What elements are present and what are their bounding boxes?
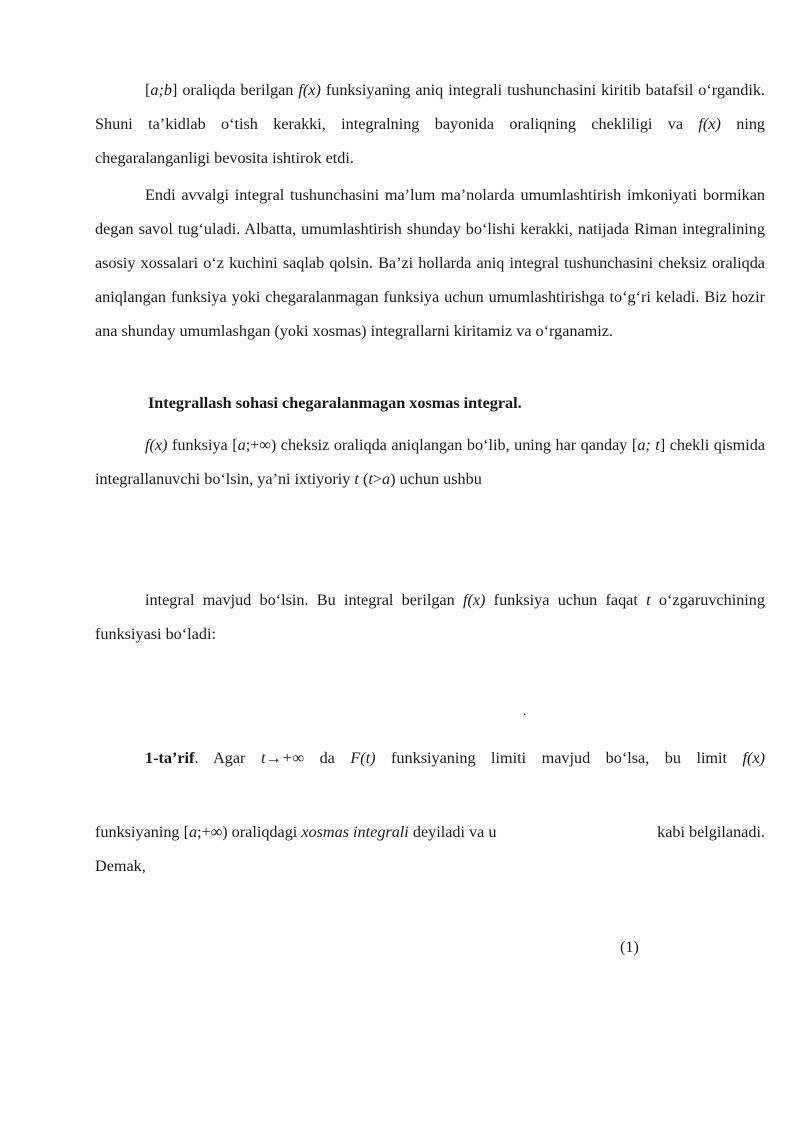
text: funksiyaning aniq integrali tushunchasini kiritib batafsil o‘rgandik. Shuni ta’kidlab o‘tish kerakki, integralning bayonida oraliqning chekliligi va	[95, 81, 765, 133]
equation-number: (1)	[620, 938, 639, 956]
text: da	[304, 749, 351, 767]
text: ;+∞) cheksiz oraliqda aniqlangan bo‘lib, uning har qanday [	[245, 436, 638, 454]
text: integral mavjud bo‘lsin. Bu integral berilgan	[145, 591, 463, 609]
var-t: t	[354, 470, 359, 488]
var-a: a	[237, 436, 246, 454]
function-fx: f(x)	[462, 591, 486, 609]
text: [	[145, 81, 151, 99]
formula-period: .	[523, 704, 527, 719]
paragraph-integral-exists	[95, 583, 765, 651]
var-a: a	[381, 470, 391, 488]
function-Ft: F(t)	[350, 749, 376, 767]
text: funksiyaning limiti mavjud bo‘lsa, bu limit	[375, 749, 743, 767]
var-t: t	[646, 591, 651, 609]
function-fx: f(x)	[698, 115, 721, 133]
text: funksiya [	[167, 436, 238, 454]
function-fx: f(x)	[742, 749, 765, 767]
interval-at: a; t	[637, 436, 660, 454]
paragraph-intro	[95, 73, 765, 175]
text-demak: Demak,	[95, 857, 146, 875]
var-a: a	[188, 823, 198, 841]
text: funksiya uchun faqat	[485, 591, 647, 609]
limit-expression: t→+∞	[260, 749, 305, 767]
text: . Agar	[194, 749, 261, 767]
section-heading: Integrallash sohasi chegaralanmagan xosmas integral.	[148, 394, 522, 412]
text: kabi belgilanadi.	[657, 823, 765, 841]
function-fx: f(x)	[145, 436, 168, 454]
text: Endi avvalgi integral tushunchasini ma’lum ma’nolarda umumlashtirish imkoniyati bormikan degan savol tug‘uladi. Albatta, umumlashtirish shunday bo‘lishi kerakki, natijada Riman integralining asosiy xossalari o‘z kuchini saqlab qolsin. Ba’zi hollarda aniq integral tushunchasini cheksiz oraliqda aniqlangan funksiya yoki chegaralanmagan funksiya uchun umumlashtirishga to‘g‘ri keladi. Biz hozir ana shunday umumlashgan (yoki xosmas) integrallarni kiritamiz va o‘rganamiz.	[95, 186, 765, 340]
paragraph-generalization	[95, 178, 765, 348]
text: o‘zgaruvchining funksiyasi bo‘ladi:	[95, 591, 765, 643]
text: >	[372, 470, 382, 488]
function-fx: f(x)	[298, 81, 321, 99]
paragraph-improper-integral	[95, 815, 765, 883]
text: ;+∞) oraliqdagi	[197, 823, 302, 841]
text: ] chekli qismida integrallanuvchi bo‘lsin, ya’ni ixtiyoriy	[95, 436, 766, 488]
var-t: t	[368, 470, 373, 488]
text: funksiyaning [	[95, 823, 189, 841]
text: ] oraliqda berilgan	[171, 81, 299, 99]
text: ning chegaralanganligi bevosita ishtirok etdi.	[95, 115, 766, 167]
term-improper-integral: xosmas integrali	[301, 823, 409, 841]
interval-ab: a;b	[150, 81, 172, 99]
definition-label: 1-ta’rif	[145, 749, 195, 767]
text: ) uchun ushbu	[390, 470, 482, 488]
paragraph-definition-1	[95, 741, 765, 775]
paragraph-definition-setup	[95, 428, 765, 496]
text: deyiladi va u	[408, 823, 497, 841]
text: (	[358, 470, 369, 488]
